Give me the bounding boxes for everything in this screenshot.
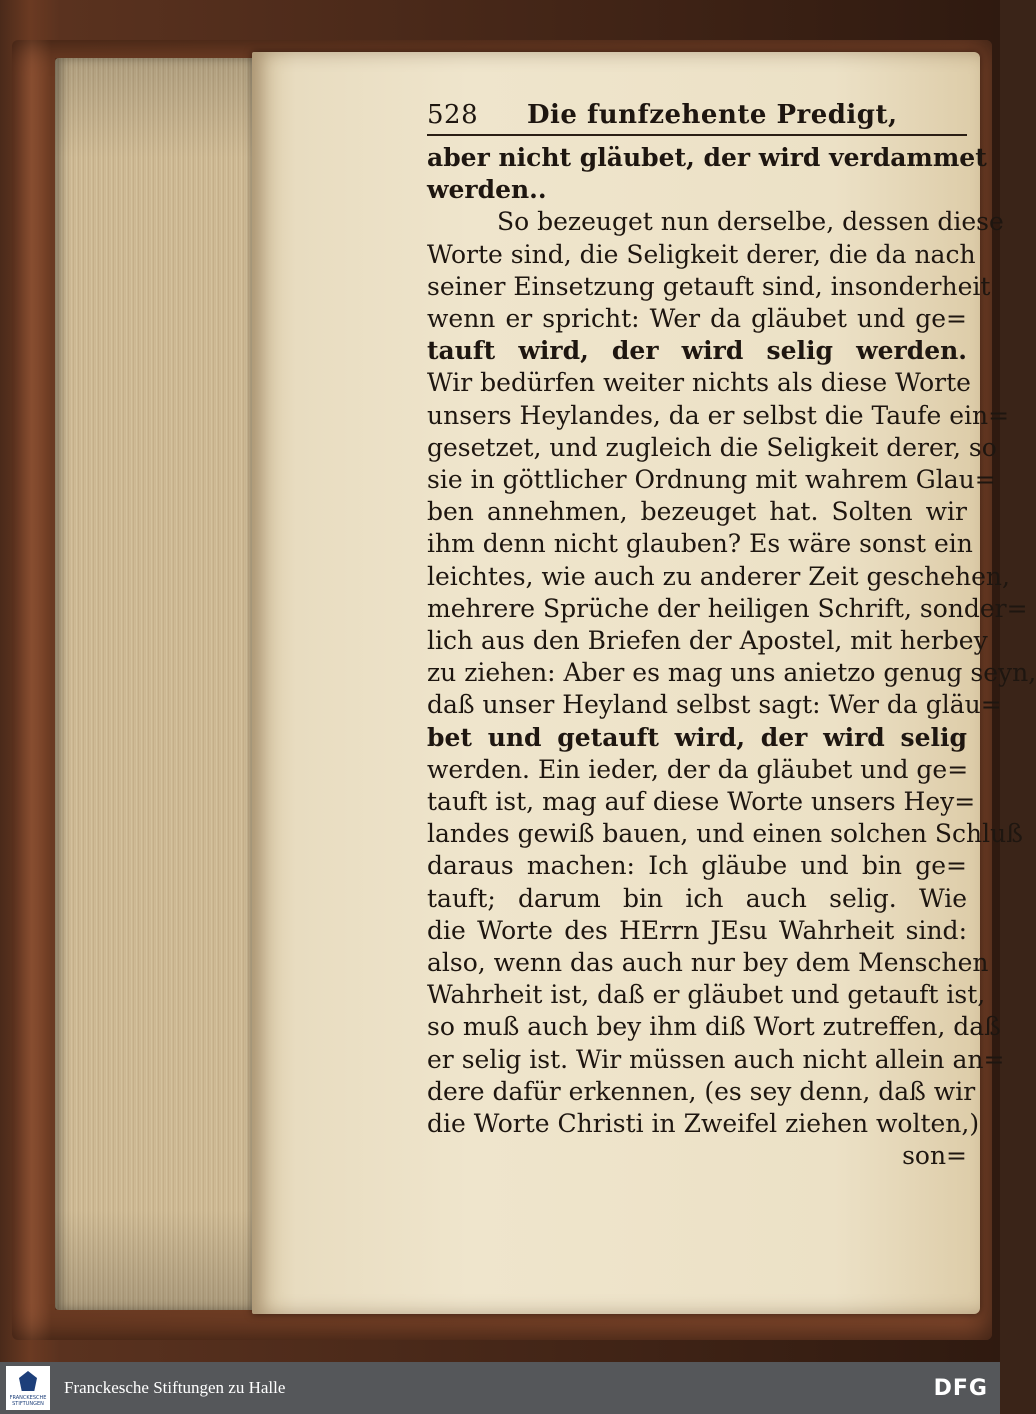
- text-line: zu ziehen: Aber es mag uns anietzo genug seyn,: [427, 658, 1036, 688]
- running-title: Die funfzehente Predigt,: [527, 100, 898, 130]
- text-line: seiner Einsetzung getauft sind, insonderheit: [427, 271, 991, 301]
- text-line: tauft; darum bin ich auch selig. Wie: [427, 883, 967, 913]
- page-number: 528: [427, 100, 479, 130]
- text-line: So bezeuget nun derselbe, dessen diese: [497, 207, 1004, 237]
- text-line: daß unser Heyland selbst sagt: Wer da gläu=: [427, 690, 1002, 720]
- text-line: gesetzet, und zugleich die Seligkeit derer, so: [427, 432, 997, 462]
- dfg-logo[interactable]: DFG: [933, 1375, 988, 1401]
- text-line: bet und getauft wird, der wird selig: [427, 722, 967, 752]
- institution-logo[interactable]: [6, 1366, 50, 1410]
- text-line: so muß auch bey ihm diß Wort zutreffen, daß: [427, 1012, 1001, 1042]
- page-content: [427, 100, 1036, 1173]
- text-line: werden. Ein ieder, der da gläubet und ge=: [427, 754, 969, 784]
- text-line: Wahrheit ist, daß er gläubet und getauft ist,: [427, 980, 986, 1010]
- text-line: aber nicht gläubet, der wird verdammet: [427, 143, 987, 172]
- book-page: [252, 52, 1036, 1314]
- orphanage-icon: [19, 1371, 37, 1391]
- text-line: mehrere Sprüche der heiligen Schrift, sonder=: [427, 593, 1028, 623]
- running-head: [427, 100, 967, 136]
- text-line: die Worte des HErrn JEsu Wahrheit sind:: [427, 915, 967, 945]
- text-line: ihm denn nicht glauben? Es wäre sonst ein: [427, 529, 973, 559]
- body-text: [427, 142, 1036, 1173]
- logo-caption: FRANCKESCHE STIFTUNGEN: [9, 1395, 47, 1407]
- text-line: tauft wird, der wird selig werden.: [427, 336, 967, 366]
- text-line: sie in göttlicher Ordnung mit wahrem Glau=: [427, 465, 996, 495]
- text-line: daraus machen: Ich gläube und bin ge=: [427, 851, 967, 881]
- text-line: tauft ist, mag auf diese Worte unsers Hey=: [427, 787, 976, 817]
- text-line: werden..: [427, 175, 547, 205]
- text-line: die Worte Christi in Zweifel ziehen wolten,): [427, 1109, 980, 1139]
- text-line: leichtes, wie auch zu anderer Zeit geschehen,: [427, 561, 1010, 591]
- text-line: wenn er spricht: Wer da gläubet und ge=: [427, 304, 967, 334]
- viewer-footer: [0, 1362, 1000, 1414]
- text-line: Worte sind, die Seligkeit derer, die da nach: [427, 239, 976, 269]
- catchword: son=: [902, 1141, 967, 1171]
- text-line: er selig ist. Wir müssen auch nicht allein an=: [427, 1044, 1005, 1074]
- page-edges: [55, 58, 265, 1310]
- text-line: ben annehmen, bezeuget hat. Solten wir: [427, 497, 967, 527]
- text-line: Wir bedürfen weiter nichts als diese Worte: [427, 368, 971, 398]
- text-line: lich aus den Briefen der Apostel, mit herbey: [427, 626, 988, 656]
- text-line: also, wenn das auch nur bey dem Menschen: [427, 948, 989, 978]
- text-line: dere dafür erkennen, (es sey denn, daß wir: [427, 1076, 976, 1106]
- text-line: landes gewiß bauen, und einen solchen Schluß: [427, 819, 1023, 849]
- institution-name[interactable]: Franckesche Stiftungen zu Halle: [64, 1378, 286, 1397]
- text-line: unsers Heylandes, da er selbst die Taufe ein=: [427, 400, 1010, 430]
